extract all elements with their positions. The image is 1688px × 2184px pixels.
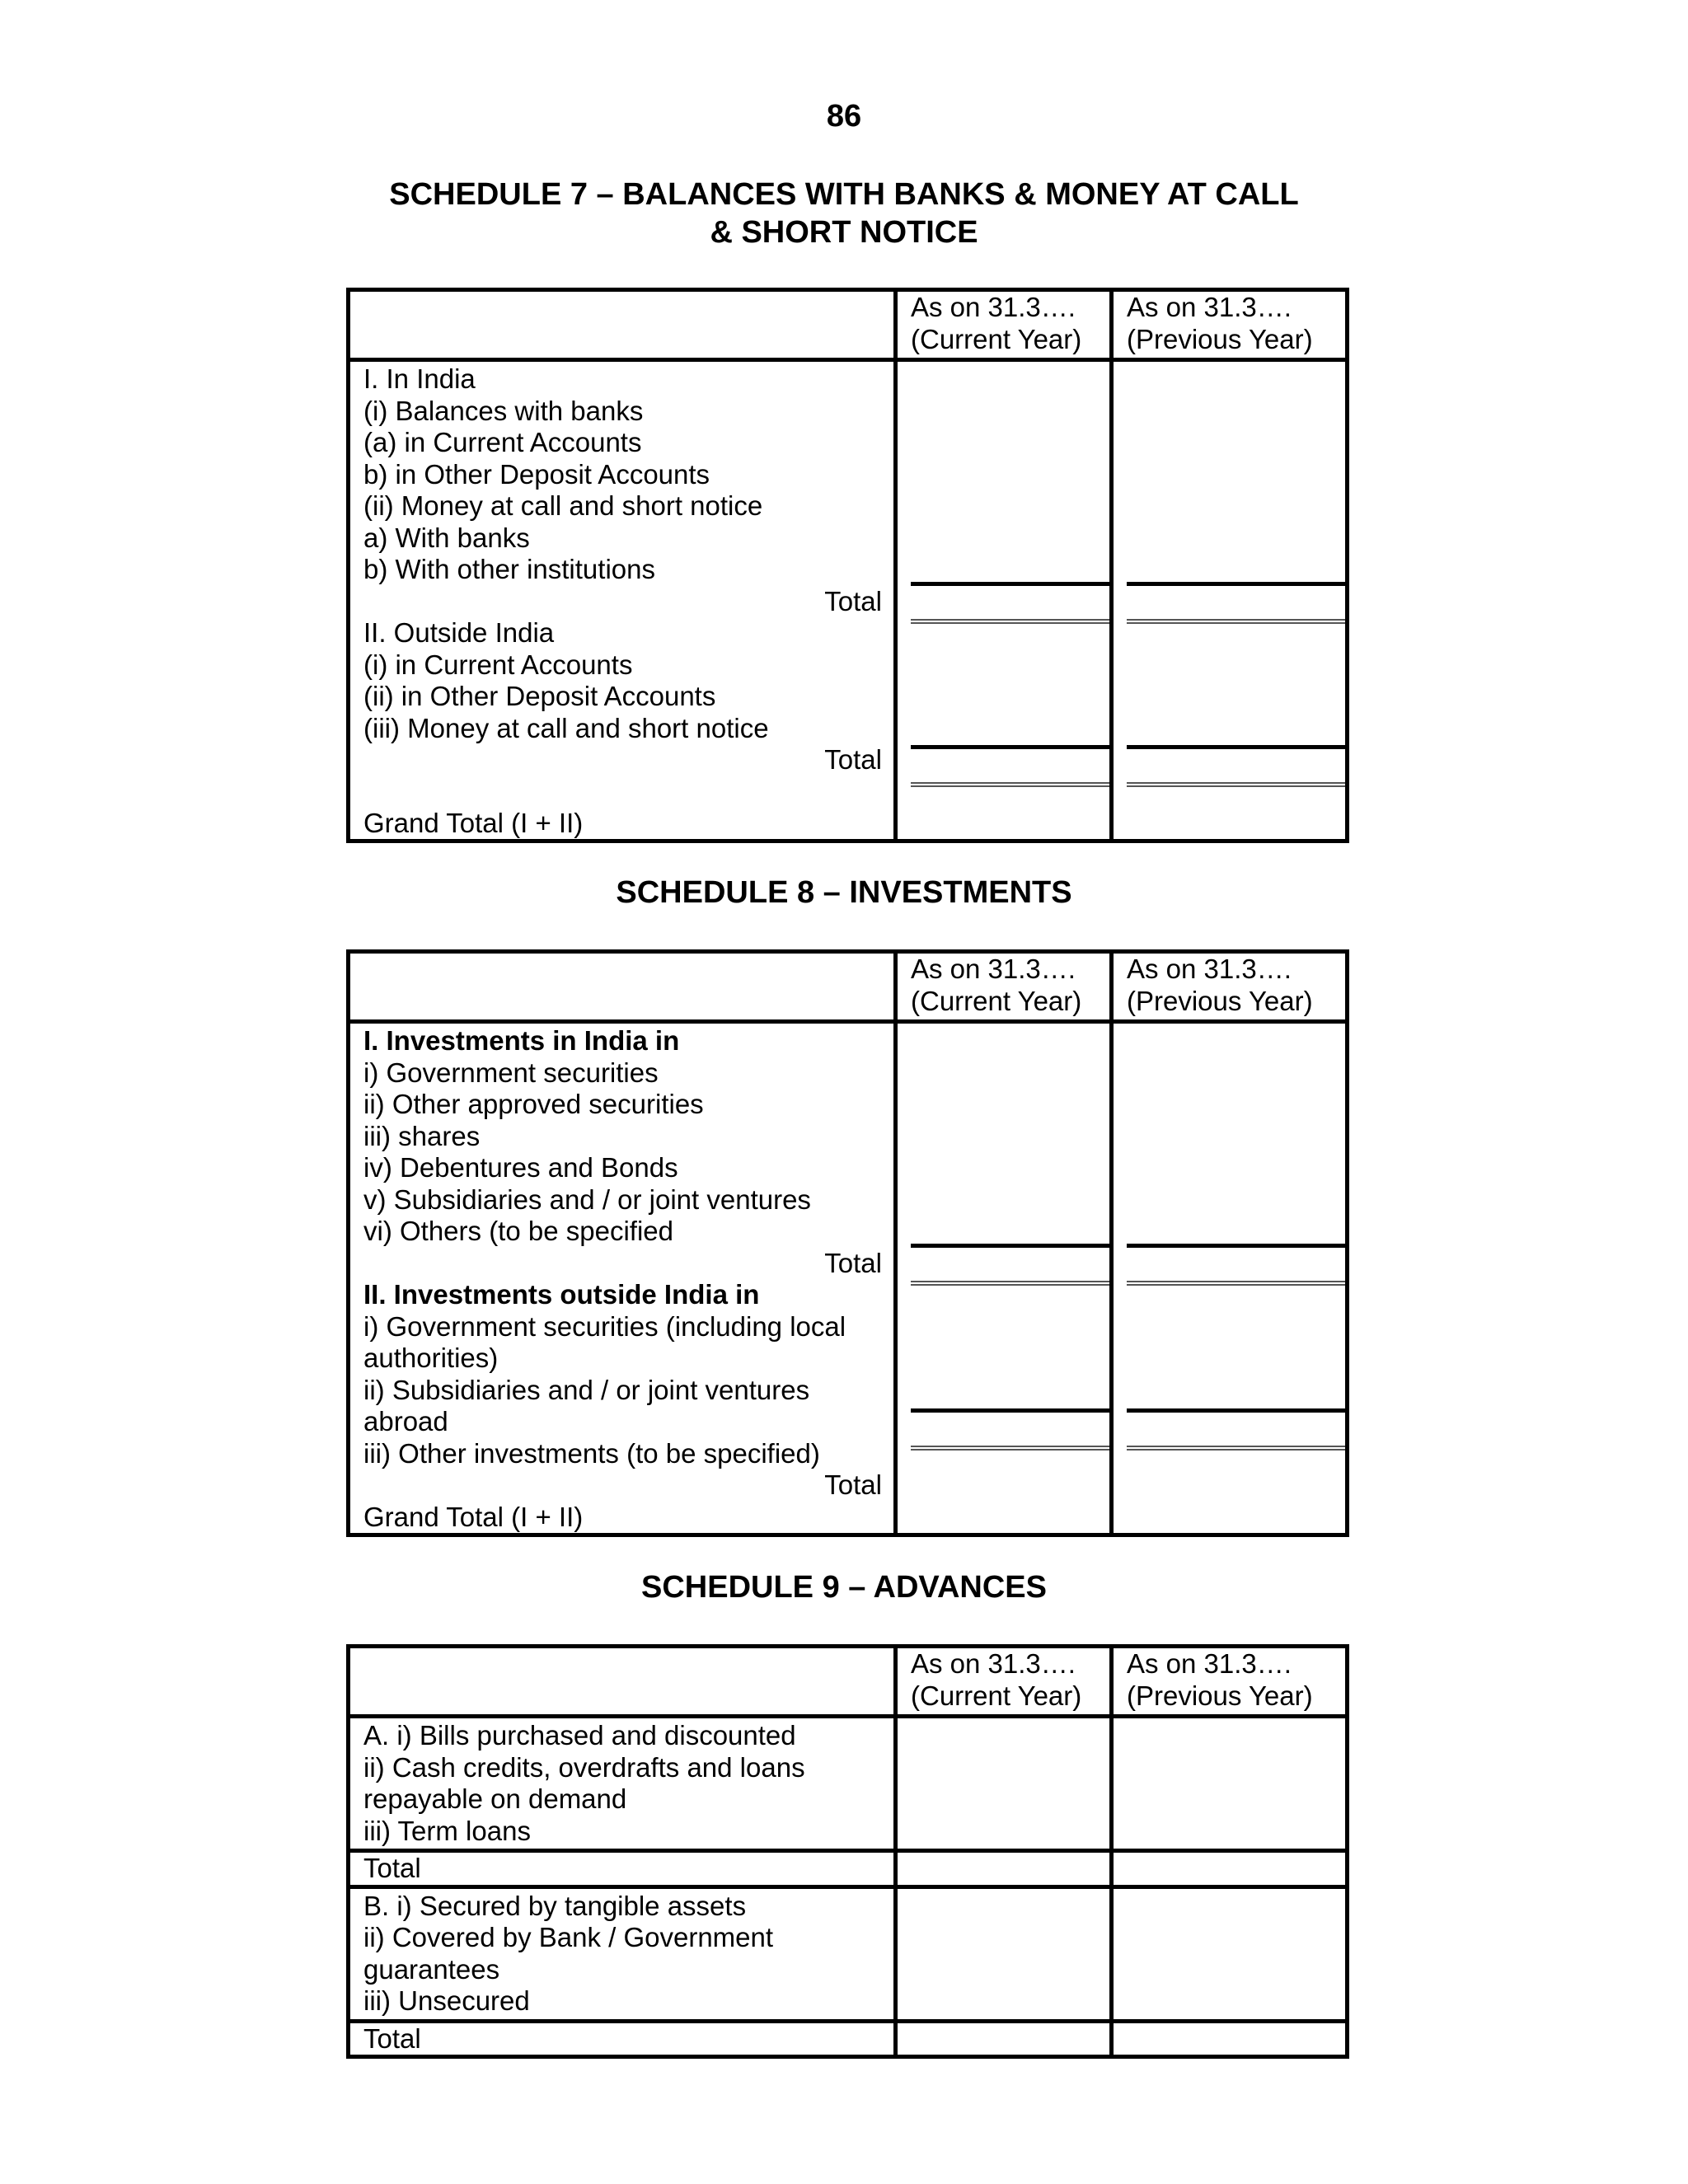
schedule9-sectionA-previous <box>1112 1717 1348 1851</box>
schedule7-total1-label: Total <box>824 585 882 616</box>
schedule8-previous-values <box>1112 1022 1348 1535</box>
schedule7-description-cell: I. In India (i) Balances with banks (a) in Current Accounts b) in Other Deposit Accounts (ii) Money at call and short notice a) With banks b) With other institutions Total II. Outside India (i) in Current Accounts (ii) in Other Deposit Accounts (iii) Money at call and short notice Total Grand Total (I + II) <box>349 360 896 841</box>
schedule9-sectionB-description: B. i) Secured by tangible assets ii) Covered by Bank / Government guarantees iii) Unsecured <box>349 1886 896 2021</box>
page-number: 86 <box>826 99 862 134</box>
schedule9-table <box>346 1644 1349 2059</box>
schedule9-sectionA-description: A. i) Bills purchased and discounted ii) Cash credits, overdrafts and loans repayable on demand iii) Term loans <box>349 1717 896 1851</box>
schedule7-grand-total-label: Grand Total (I + II) <box>363 807 584 838</box>
schedule8-table <box>346 949 1349 1537</box>
schedule8-current-values <box>896 1022 1112 1535</box>
schedule7-previous-values <box>1112 360 1348 841</box>
schedule9-header-previous: As on 31.3…. (Previous Year) <box>1112 1647 1348 1717</box>
schedule8-grand-total-label: Grand Total (I + II) <box>363 1501 584 1532</box>
schedule8-body-row <box>349 1022 1348 1535</box>
schedule9-title: SCHEDULE 9 – ADVANCES <box>641 1570 1047 1605</box>
schedule9-sectionB-row <box>349 1886 1348 2021</box>
schedule7-header-previous: As on 31.3…. (Previous Year) <box>1112 290 1348 360</box>
schedule8-total2-label: Total <box>824 1469 882 1500</box>
schedule7-title-line2: & SHORT NOTICE <box>710 215 978 250</box>
schedule9-totalA-current <box>896 1851 1112 1887</box>
schedule7-title-line1: SCHEDULE 7 – BALANCES WITH BANKS & MONEY AT CALL <box>389 177 1299 212</box>
schedule9-totalA-label: Total <box>349 1851 896 1887</box>
schedule9-sectionB-previous <box>1112 1886 1348 2021</box>
schedule8-header-blank <box>349 952 896 1022</box>
schedule9-sectionA-row <box>349 1717 1348 1851</box>
schedule9-totalA-row <box>349 1851 1348 1887</box>
schedule9-totalA-previous <box>1112 1851 1348 1887</box>
schedule8-header-current: As on 31.3…. (Current Year) <box>896 952 1112 1022</box>
schedule9-header-row <box>349 1647 1348 1717</box>
schedule7-current-values <box>896 360 1112 841</box>
schedule8-description-cell: I. Investments in India in i) Government securities ii) Other approved securities iii) shares iv) Debentures and Bonds v) Subsidiaries and / or joint ventures vi) Others (to be specified Total II. Investments outside India in i) Government securities (including local authorities) ii) Subsidiaries and / or joint ventures abroad iii) Other investments (to be specified) Total Grand Total (I + II) <box>349 1022 896 1535</box>
schedule8-total1-label: Total <box>824 1247 882 1278</box>
schedule7-body-row <box>349 360 1348 841</box>
schedule9-totalB-row <box>349 2021 1348 2057</box>
schedule9-sectionA-current <box>896 1717 1112 1851</box>
schedule7-title <box>0 176 1688 251</box>
schedule7-header-current: As on 31.3…. (Current Year) <box>896 290 1112 360</box>
schedule8-section1-heading: I. Investments in India in <box>363 1025 680 1056</box>
schedule9-sectionB-current <box>896 1886 1112 2021</box>
schedule8-title: SCHEDULE 8 – INVESTMENTS <box>616 875 1072 910</box>
schedule9-totalB-previous <box>1112 2021 1348 2057</box>
schedule9-totalB-label: Total <box>349 2021 896 2057</box>
schedule7-header-row <box>349 290 1348 360</box>
schedule9-header-blank <box>349 1647 896 1717</box>
schedule7-header-blank <box>349 290 896 360</box>
schedule7-table <box>346 288 1349 843</box>
schedule9-totalB-current <box>896 2021 1112 2057</box>
schedule8-header-row <box>349 952 1348 1022</box>
schedule8-section2-heading: II. Investments outside India in <box>363 1279 760 1310</box>
schedule7-total2-label: Total <box>824 744 882 775</box>
schedule9-header-current: As on 31.3…. (Current Year) <box>896 1647 1112 1717</box>
schedule8-header-previous: As on 31.3…. (Previous Year) <box>1112 952 1348 1022</box>
